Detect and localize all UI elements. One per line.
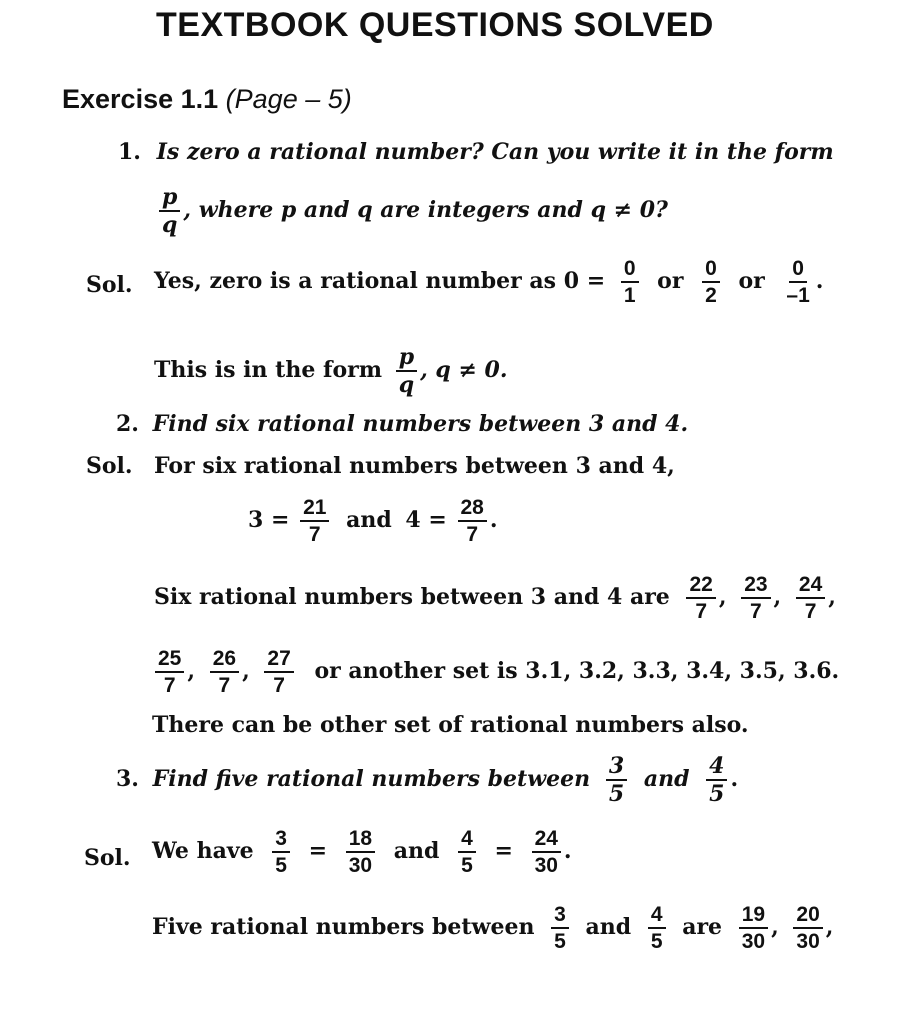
fraction-18-over-30: $\frac{18}{30}$ (346, 828, 375, 876)
fraction-25-over-7: $\frac{25}{7}$ (155, 648, 184, 696)
fraction-24-over-7: $\frac{24}{7}$ (796, 574, 825, 622)
comma: , (828, 584, 836, 610)
fraction-26-over-7: $\frac{26}{7}$ (210, 648, 239, 696)
solution-2-other: There can be other set of rational numbers also. (152, 712, 749, 738)
solution-2-label: Sol. (86, 453, 133, 479)
exercise-heading (62, 84, 352, 115)
comma: , (773, 584, 782, 610)
fraction-22-over-7: $\frac{22}{7}$ (686, 574, 715, 622)
exercise-page: (Page – 5) (225, 84, 352, 114)
solution-3-label: Sol. (84, 845, 131, 871)
comma: , (242, 658, 250, 684)
comma: , (718, 584, 727, 610)
solution-2-second-line (152, 648, 839, 696)
fraction-4-over-5: $\frac{4}{5}$ (706, 755, 727, 805)
solution-2-lead: For six rational numbers between 3 and 4, (154, 453, 675, 479)
and-word: and (585, 914, 632, 940)
fraction-3-over-5: $\frac{3}{5}$ (606, 755, 627, 805)
question-3-number: 3. (116, 766, 139, 792)
comma: , (187, 658, 196, 684)
q-neq-0: , q ≠ 0. (420, 357, 508, 383)
fraction-23-over-7: $\frac{23}{7}$ (741, 574, 770, 622)
fraction-3-over-5-b: $\frac{3}{5}$ (272, 828, 290, 876)
solution-1-line-2 (154, 346, 508, 396)
fraction-24-over-30: $\frac{24}{30}$ (532, 828, 561, 876)
fraction-0-over-minus-1: $\frac{0}{-1}$ (786, 257, 810, 307)
fraction-19-over-30: $\frac{19}{30}$ (739, 904, 768, 952)
fraction-27-over-7: $\frac{27}{7}$ (264, 648, 293, 696)
period: . (489, 507, 498, 533)
question-3-text: Find five rational numbers between (152, 766, 591, 792)
we-have: We have (152, 838, 254, 864)
question-2-number: 2. (116, 411, 139, 437)
fraction-4-over-5-b: $\frac{4}{5}$ (458, 828, 476, 876)
eq-4: 4 = (405, 507, 447, 533)
question-3 (116, 755, 738, 805)
exercise-label: Exercise 1.1 (62, 84, 219, 114)
fraction-p-over-q-2: $\frac{p}{q}$ (396, 346, 417, 396)
question-1-line-1 (118, 137, 834, 167)
solution-2-equation (248, 497, 498, 545)
period: . (730, 766, 739, 792)
solution-2-six-line (154, 574, 836, 622)
fraction-20-over-30: $\frac{20}{30}$ (793, 904, 822, 952)
solution-1-line-1 (154, 258, 823, 306)
or-word-2: or (738, 268, 765, 294)
form-text: This is in the form (154, 357, 383, 383)
comma: , (771, 914, 779, 940)
question-1-number: 1. (118, 139, 141, 165)
solution-3-line-2 (152, 904, 833, 952)
fraction-3-over-5-c: $\frac{3}{5}$ (551, 904, 569, 952)
solution-1-label: Sol. (86, 272, 133, 298)
equals: = (494, 838, 513, 864)
solution-3-line-1 (152, 828, 572, 876)
another-set-text: or another set is 3.1, 3.2, 3.3, 3.4, 3.5, 3.6. (314, 658, 840, 684)
question-1-text-2: , where p and q are integers and q ≠ 0? (183, 197, 668, 223)
five-text: Five rational numbers between (152, 914, 535, 940)
question-2-text: Find six rational numbers between 3 and 4. (152, 411, 689, 437)
question-2 (116, 409, 688, 439)
question-1-line-2 (156, 186, 668, 236)
fraction-0-over-2: $\frac{0}{2}$ (702, 258, 720, 306)
six-text: Six rational numbers between 3 and 4 are (154, 584, 670, 610)
and-word: and (643, 766, 690, 792)
period: . (815, 268, 824, 294)
solution-1-lead: Yes, zero is a rational number as 0 = (154, 268, 606, 294)
fraction-28-over-7: $\frac{28}{7}$ (458, 497, 487, 545)
comma: , (825, 914, 834, 940)
equals: = (308, 838, 328, 864)
period: . (563, 838, 572, 864)
and-word: and (393, 838, 440, 864)
fraction-21-over-7: $\frac{21}{7}$ (300, 497, 329, 545)
question-1-text: Is zero a rational number? Can you write it in the form (156, 139, 834, 165)
and-word: and (346, 507, 392, 533)
are-word: are (682, 914, 723, 940)
page-title: TEXTBOOK QUESTIONS SOLVED (156, 6, 714, 44)
fraction-4-over-5-c: $\frac{4}{5}$ (648, 904, 666, 952)
fraction-p-over-q: $\frac{p}{q}$ (159, 186, 180, 236)
eq-3: 3 = (248, 507, 290, 533)
fraction-0-over-1: $\frac{0}{1}$ (621, 258, 639, 306)
or-word-1: or (657, 268, 684, 294)
